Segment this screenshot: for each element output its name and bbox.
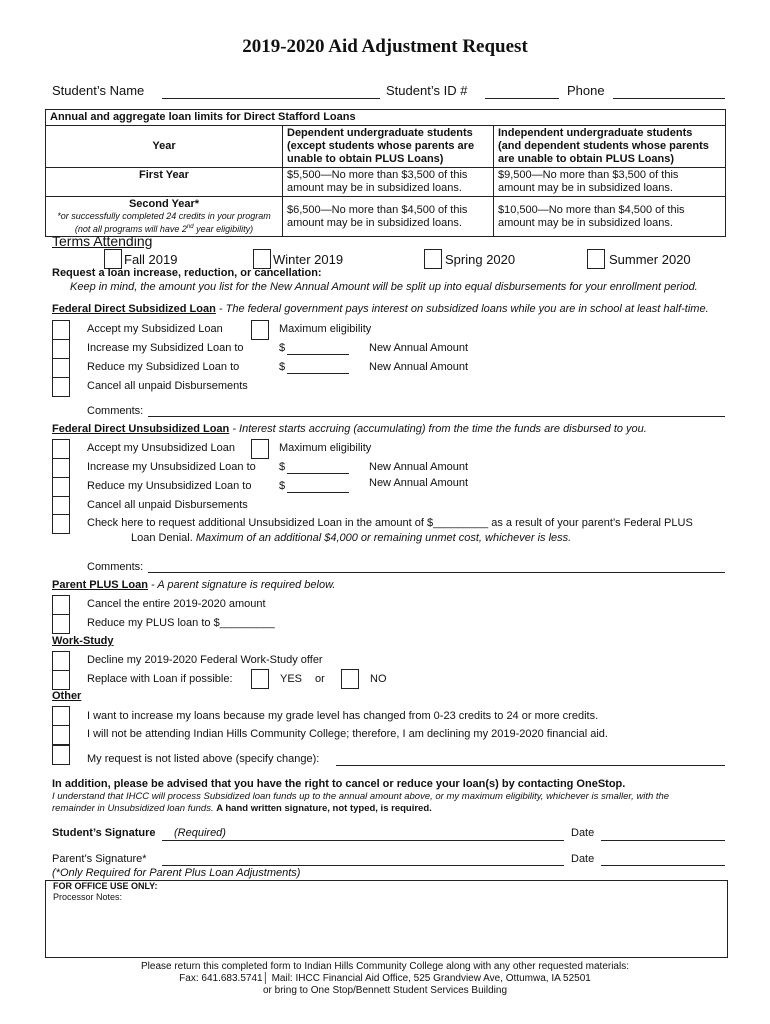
increase-unsubsidized-checkbox[interactable]: [52, 458, 70, 478]
not-attending-label: I will not be attending Indian Hills Community College; therefore, I am declining my 2019-2020 financial aid.: [87, 728, 608, 740]
col-dependent-header: Dependent undergraduate students (except students whose parents are unable to obtain PLUS Loans): [283, 126, 494, 168]
yes-label: YES: [280, 673, 303, 685]
second-year-independent: $10,500—No more than $4,500 of this amount may be in subsidized loans.: [494, 197, 726, 237]
decline-workstudy-label: Decline my 2019-2020 Federal Work-Study offer: [87, 654, 323, 666]
reduce-unsubsidized-label: Reduce my Unsubsidized Loan to: [87, 480, 252, 492]
subsidized-max-checkbox[interactable]: [251, 320, 269, 340]
advice-italic-1: I understand that IHCC will process Subsidized loan funds up to the annual amount above, or my maximum eligibility, whichever is smaller, with the: [52, 791, 670, 802]
dollar-sign: $: [279, 480, 286, 492]
col-year-header: Year: [46, 126, 283, 168]
unsubsidized-comments-label: Comments:: [87, 561, 144, 573]
loan-limits-table: [45, 109, 726, 237]
not-listed-field[interactable]: [336, 765, 725, 766]
phone-field[interactable]: [613, 98, 725, 99]
not-attending-checkbox[interactable]: [52, 725, 70, 745]
unsubsidized-max-checkbox[interactable]: [251, 439, 269, 459]
student-name-field[interactable]: [162, 98, 380, 99]
or-label: or: [315, 673, 325, 685]
advice-bold: In addition, please be advised that you have the right to cancel or reduce your loan(s) by contacting OneStop.: [52, 778, 626, 790]
subsidized-heading-line: Federal Direct Subsidized Loan - The federal government pays interest on subsidized loans while you are in school at least half-time.: [52, 303, 709, 315]
request-heading: Request a loan increase, reduction, or cancellation:: [52, 267, 322, 279]
student-name-label: Student’s Name: [52, 83, 145, 98]
increase-unsubsidized-amount[interactable]: [287, 473, 349, 474]
processor-notes-label: Processor Notes:: [53, 892, 123, 902]
no-checkbox[interactable]: [341, 669, 359, 689]
increase-unsubsidized-label: Increase my Unsubsidized Loan to: [87, 461, 256, 473]
row-first-year: First Year: [46, 168, 283, 197]
yes-checkbox[interactable]: [251, 669, 269, 689]
additional-unsubsidized-label: Check here to request additional Unsubsidized Loan in the amount of $_________ as a result of your parent’s Federal PLUS: [87, 517, 693, 529]
student-signature-field[interactable]: [162, 840, 564, 841]
table-header-row: [46, 126, 726, 168]
other-heading: Other: [52, 690, 82, 702]
footer-line-3: or bring to One Stop/Bennett Student Services Building: [262, 985, 508, 996]
form-title: 2019-2020 Aid Adjustment Request: [242, 36, 528, 57]
subsidized-comments-field[interactable]: [148, 416, 725, 417]
second-year-dependent: $6,500—No more than $4,500 of this amount may be in subsidized loans.: [283, 197, 494, 237]
parent-signature-label: Parent’s Signature*: [52, 853, 147, 865]
cancel-subsidized-label: Cancel all unpaid Disbursements: [87, 380, 248, 392]
parent-signature-field[interactable]: [162, 865, 564, 866]
parent-date-label: Date: [571, 853, 595, 865]
cancel-plus-label: Cancel the entire 2019-2020 amount: [87, 598, 266, 610]
cancel-subsidized-checkbox[interactable]: [52, 377, 70, 397]
new-annual-amount-label: New Annual Amount: [369, 361, 469, 373]
plus-heading-line: Parent PLUS Loan - A parent signature is required below.: [52, 579, 336, 591]
spring-label: Spring 2020: [445, 252, 516, 267]
replace-loan-label: Replace with Loan if possible:: [87, 673, 233, 685]
subsidized-max-label: Maximum eligibility: [279, 323, 372, 335]
grade-level-checkbox[interactable]: [52, 706, 70, 726]
student-signature-required: (Required): [174, 827, 226, 839]
not-listed-label: My request is not listed above (specify change):: [87, 753, 320, 765]
student-date-field[interactable]: [601, 840, 725, 841]
new-annual-amount-label: New Annual Amount: [369, 342, 469, 354]
winter-label: Winter 2019: [273, 252, 344, 267]
terms-heading: Terms Attending: [52, 233, 153, 249]
summer-label: Summer 2020: [609, 252, 691, 267]
student-signature-label: Student’s Signature: [52, 827, 156, 839]
table-caption: Annual and aggregate loan limits for Direct Stafford Loans: [46, 110, 726, 126]
request-note: Keep in mind, the amount you list for the New Annual Amount will be split up into equal disbursements for your enrollment period.: [70, 281, 698, 293]
replace-loan-checkbox[interactable]: [52, 670, 70, 690]
summer-checkbox[interactable]: [587, 249, 605, 269]
table-row: [46, 197, 726, 237]
additional-unsubsidized-checkbox[interactable]: [52, 514, 70, 534]
reduce-plus-label: Reduce my PLUS loan to $_________: [87, 617, 275, 629]
col-independent-header: Independent undergraduate students (and dependent students whose parents are unable to obtain PLUS Loans): [494, 126, 726, 168]
reduce-subsidized-label: Reduce my Subsidized Loan to: [87, 361, 240, 373]
accept-unsubsidized-label: Accept my Unsubsidized Loan: [87, 442, 235, 454]
decline-workstudy-checkbox[interactable]: [52, 651, 70, 671]
dollar-sign: $: [279, 342, 286, 354]
dollar-sign: $: [279, 461, 286, 473]
reduce-unsubsidized-amount[interactable]: [287, 492, 349, 493]
reduce-subsidized-checkbox[interactable]: [52, 358, 70, 378]
accept-subsidized-label: Accept my Subsidized Loan: [87, 323, 223, 335]
table-row: [46, 168, 726, 197]
grade-level-label: I want to increase my loans because my grade level has changed from 0-23 credits to 24 or more credits.: [87, 710, 599, 722]
new-annual-amount-label: New Annual Amount: [369, 461, 469, 473]
student-id-field[interactable]: [485, 98, 559, 99]
parent-signature-note: (*Only Required for Parent Plus Loan Adjustments): [52, 867, 301, 879]
advice-italic-2: remainder in Unsubsidized loan funds. A hand written signature, not typed, is required.: [52, 803, 432, 814]
not-listed-checkbox[interactable]: [52, 745, 70, 765]
cancel-unsubsidized-checkbox[interactable]: [52, 496, 70, 516]
no-label: NO: [370, 673, 387, 685]
office-use-heading: FOR OFFICE USE ONLY:: [53, 881, 158, 891]
student-id-label: Student’s ID #: [386, 83, 468, 98]
increase-subsidized-amount[interactable]: [287, 354, 349, 355]
winter-checkbox[interactable]: [253, 249, 271, 269]
reduce-unsubsidized-checkbox[interactable]: [52, 477, 70, 497]
unsubsidized-max-label: Maximum eligibility: [279, 442, 372, 454]
first-year-dependent: $5,500—No more than $3,500 of this amount may be in subsidized loans.: [283, 168, 494, 197]
additional-unsubsidized-note: Loan Denial. Maximum of an additional $4,000 or remaining unmet cost, whichever is less.: [131, 532, 572, 544]
parent-date-field[interactable]: [601, 865, 725, 866]
dollar-sign: $: [279, 361, 286, 373]
accept-unsubsidized-checkbox[interactable]: [52, 439, 70, 459]
unsubsidized-heading-line: Federal Direct Unsubsidized Loan - Interest starts accruing (accumulating) from the time the funds are disbursed to you.: [52, 423, 647, 435]
footer-line-2: Fax: 641.683.5741│ Mail: IHCC Financial Aid Office, 525 Grandview Ave, Ottumwa, IA 52501: [179, 973, 591, 984]
reduce-subsidized-amount[interactable]: [287, 373, 349, 374]
unsubsidized-comments-field[interactable]: [148, 572, 725, 573]
cancel-plus-checkbox[interactable]: [52, 595, 70, 615]
increase-subsidized-checkbox[interactable]: [52, 339, 70, 359]
reduce-plus-checkbox[interactable]: [52, 614, 70, 634]
phone-label: Phone: [567, 83, 605, 98]
accept-subsidized-checkbox[interactable]: [52, 320, 70, 340]
workstudy-heading: Work-Study: [52, 635, 114, 647]
increase-subsidized-label: Increase my Subsidized Loan to: [87, 342, 244, 354]
cancel-unsubsidized-label: Cancel all unpaid Disbursements: [87, 499, 248, 511]
subsidized-comments-label: Comments:: [87, 405, 144, 417]
student-date-label: Date: [571, 827, 595, 839]
office-use-box: [45, 880, 728, 958]
fall-checkbox[interactable]: [104, 249, 122, 269]
first-year-independent: $9,500—No more than $3,500 of this amount may be in subsidized loans.: [494, 168, 726, 197]
footer-line-1: Please return this completed form to Indian Hills Community College along with any other requested materials:: [140, 961, 629, 972]
new-annual-amount-label: New Annual Amount: [369, 477, 469, 489]
row-second-year: Second Year* *or successfully completed 24 credits in your program (not all programs will have 2nd year eligibility): [46, 197, 283, 237]
spring-checkbox[interactable]: [424, 249, 442, 269]
fall-label: Fall 2019: [124, 252, 178, 267]
